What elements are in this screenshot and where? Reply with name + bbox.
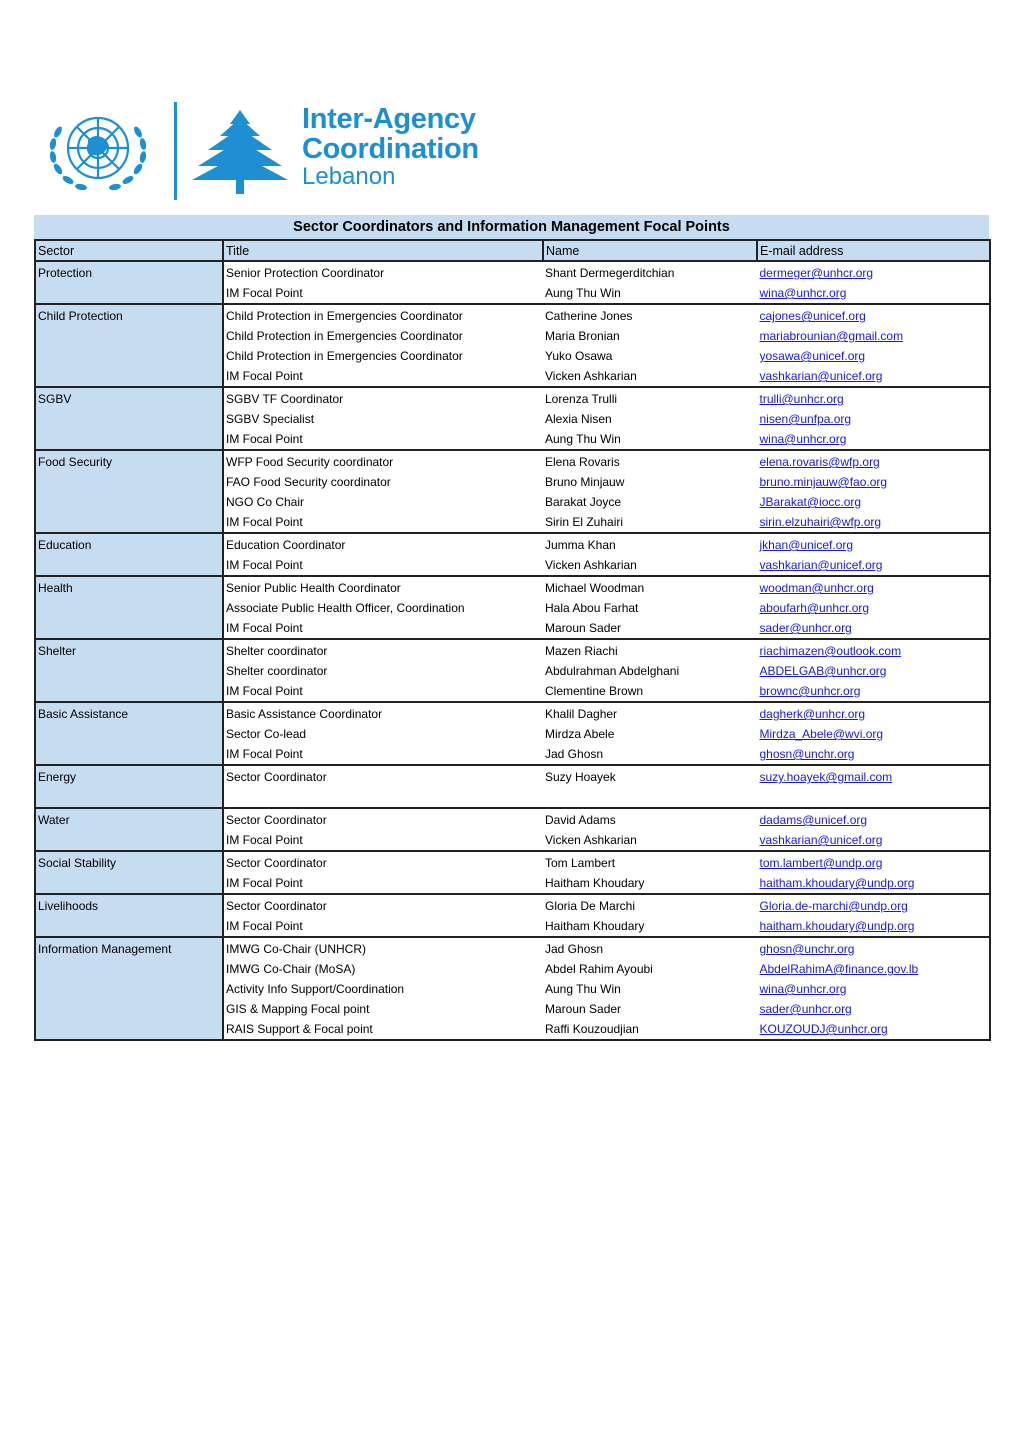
email-link[interactable]: brownc@unhcr.org xyxy=(757,681,990,702)
name-cell: Vicken Ashkarian xyxy=(543,366,757,387)
column-header-sector: Sector xyxy=(35,240,223,261)
table-row xyxy=(35,937,990,959)
email-link[interactable]: riachimazen@outlook.com xyxy=(757,639,990,661)
title-cell: Basic Assistance Coordinator xyxy=(226,707,383,721)
cedar-tree-icon xyxy=(190,108,290,194)
email-link[interactable]: cajones@unicef.org xyxy=(757,304,990,326)
column-header-email: E-mail address xyxy=(757,240,990,261)
name-cell: Aung Thu Win xyxy=(545,982,621,996)
title-cell: Senior Protection Coordinator xyxy=(226,266,385,280)
un-emblem-icon xyxy=(36,102,160,196)
name-cell: Jumma Khan xyxy=(545,538,616,552)
title-cell: Sector Coordinator xyxy=(226,770,327,784)
email-link[interactable]: Mirdza_Abele@wvi.org xyxy=(757,724,990,744)
name-cell: Haitham Khoudary xyxy=(543,916,757,937)
sector-cell: Basic Assistance xyxy=(35,702,223,765)
name-cell: Sirin El Zuhairi xyxy=(543,512,757,533)
name-cell: Clementine Brown xyxy=(543,681,757,702)
sector-cell: Food Security xyxy=(35,450,223,533)
sector-cell: Education xyxy=(35,533,223,576)
name-cell: Maroun Sader xyxy=(545,1002,622,1016)
title-cell: IM Focal Point xyxy=(223,830,543,851)
name-cell: Alexia Nisen xyxy=(545,412,612,426)
name-cell: Yuko Osawa xyxy=(545,349,613,363)
title-cell: IM Focal Point xyxy=(223,618,543,639)
email-link[interactable]: mariabrounian@gmail.com xyxy=(757,326,990,346)
name-cell: Aung Thu Win xyxy=(543,429,757,450)
email-link[interactable]: nisen@unfpa.org xyxy=(757,409,990,429)
name-cell: Catherine Jones xyxy=(545,309,633,323)
email-link[interactable]: jkhan@unicef.org xyxy=(757,533,990,555)
name-cell xyxy=(543,787,757,808)
name-cell: Vicken Ashkarian xyxy=(543,830,757,851)
title-cell: IM Focal Point xyxy=(223,366,543,387)
title-cell: Sector Co-lead xyxy=(226,727,307,741)
name-cell: Lorenza Trulli xyxy=(545,392,618,406)
name-cell: Michael Woodman xyxy=(545,581,645,595)
column-header-name: Name xyxy=(543,240,757,261)
name-cell: Tom Lambert xyxy=(545,856,616,870)
column-header-title: Title xyxy=(223,240,543,261)
org-name-line3: Lebanon xyxy=(302,163,396,190)
email-link[interactable]: yosawa@unicef.org xyxy=(757,346,990,366)
name-cell: Suzy Hoayek xyxy=(545,770,616,784)
table-row xyxy=(35,576,990,598)
table-row xyxy=(35,765,990,787)
title-cell: IMWG Co-Chair (MoSA) xyxy=(226,962,356,976)
page-header xyxy=(34,100,634,210)
table-header-row xyxy=(35,240,990,261)
name-cell: Jad Ghosn xyxy=(543,744,757,765)
name-cell: Barakat Joyce xyxy=(545,495,622,509)
title-cell: IM Focal Point xyxy=(223,744,543,765)
name-cell: Abdulrahman Abdelghani xyxy=(545,664,680,678)
org-name xyxy=(302,104,479,190)
email-link[interactable]: elena.rovaris@wfp.org xyxy=(757,450,990,472)
name-cell: Vicken Ashkarian xyxy=(543,555,757,576)
title-cell: Sector Coordinator xyxy=(226,899,327,913)
email-link[interactable]: dermeger@unhcr.org xyxy=(757,261,990,283)
name-cell: Elena Rovaris xyxy=(545,455,620,469)
contacts-table-section xyxy=(34,214,989,1041)
sector-cell: Child Protection xyxy=(35,304,223,387)
name-cell: Aung Thu Win xyxy=(543,283,757,304)
email-link[interactable]: trulli@unhcr.org xyxy=(757,387,990,409)
title-cell: Activity Info Support/Coordination xyxy=(226,982,405,996)
name-cell: Haitham Khoudary xyxy=(543,873,757,894)
title-cell: Senior Public Health Coordinator xyxy=(226,581,401,595)
email-link[interactable]: wina@unhcr.org xyxy=(757,283,990,304)
email-link[interactable]: KOUZOUDJ@unhcr.org xyxy=(757,1019,990,1040)
title-cell: Child Protection in Emergencies Coordinator xyxy=(226,349,463,363)
title-cell: Sector Coordinator xyxy=(226,813,327,827)
email-link[interactable]: woodman@unhcr.org xyxy=(757,576,990,598)
title-cell: Education Coordinator xyxy=(226,538,346,552)
name-cell: David Adams xyxy=(545,813,616,827)
sector-cell: SGBV xyxy=(35,387,223,450)
table-row xyxy=(35,808,990,830)
name-cell: Abdel Rahim Ayoubi xyxy=(545,962,653,976)
sector-cell: Shelter xyxy=(35,639,223,702)
title-cell: Sector Coordinator xyxy=(226,856,327,870)
email-link[interactable]: vashkarian@unicef.org xyxy=(757,830,990,851)
email-link[interactable]: vashkarian@unicef.org xyxy=(757,555,990,576)
table-row xyxy=(35,304,990,326)
name-cell: Mazen Riachi xyxy=(545,644,618,658)
title-cell: IM Focal Point xyxy=(223,873,543,894)
title-cell: SGBV Specialist xyxy=(226,412,315,426)
sector-cell: Social Stability xyxy=(35,851,223,894)
email-link[interactable]: ABDELGAB@unhcr.org xyxy=(757,661,990,681)
email-link[interactable]: haitham.khoudary@undp.org xyxy=(757,916,990,937)
title-cell xyxy=(223,787,543,808)
title-cell: Child Protection in Emergencies Coordinator xyxy=(226,309,463,323)
sector-cell: Protection xyxy=(35,261,223,304)
sector-cell: Livelihoods xyxy=(35,894,223,937)
email-link[interactable]: ghosn@unchr.org xyxy=(757,937,990,959)
table-row xyxy=(35,639,990,661)
title-cell: Associate Public Health Officer, Coordination xyxy=(226,601,465,615)
title-cell: IM Focal Point xyxy=(223,429,543,450)
table-row xyxy=(35,894,990,916)
title-cell: WFP Food Security coordinator xyxy=(226,455,394,469)
email-link[interactable]: JBarakat@iocc.org xyxy=(757,492,990,512)
table-row xyxy=(35,261,990,283)
email-link[interactable]: suzy.hoayek@gmail.com xyxy=(757,765,990,787)
org-name-line2: Coordination xyxy=(302,133,479,165)
email-link[interactable]: sader@unhcr.org xyxy=(757,618,990,639)
email-link[interactable]: wina@unhcr.org xyxy=(757,429,990,450)
table-row xyxy=(35,851,990,873)
title-cell: GIS & Mapping Focal point xyxy=(226,1002,370,1016)
email-link xyxy=(757,787,990,808)
title-cell: IMWG Co-Chair (UNHCR) xyxy=(226,942,366,956)
title-cell: SGBV TF Coordinator xyxy=(226,392,344,406)
name-cell: Shant Dermegerditchian xyxy=(545,266,675,280)
table-row xyxy=(35,387,990,409)
title-cell: NGO Co Chair xyxy=(226,495,305,509)
email-link[interactable]: sirin.elzuhairi@wfp.org xyxy=(757,512,990,533)
title-cell: RAIS Support & Focal point xyxy=(223,1019,543,1040)
email-link[interactable]: bruno.minjauw@fao.org xyxy=(757,472,990,492)
title-cell: FAO Food Security coordinator xyxy=(226,475,391,489)
title-cell: IM Focal Point xyxy=(223,512,543,533)
sector-cell: Energy xyxy=(35,765,223,808)
table-row xyxy=(35,450,990,472)
name-cell: Mirdza Abele xyxy=(545,727,615,741)
email-link[interactable]: wina@unhcr.org xyxy=(757,979,990,999)
name-cell: Jad Ghosn xyxy=(545,942,604,956)
title-cell: IM Focal Point xyxy=(223,916,543,937)
table-title: Sector Coordinators and Information Management Focal Points xyxy=(34,214,989,239)
name-cell: Hala Abou Farhat xyxy=(545,601,639,615)
sector-cell: Information Management xyxy=(35,937,223,1040)
name-cell: Raffi Kouzoudjian xyxy=(543,1019,757,1040)
name-cell: Khalil Dagher xyxy=(545,707,618,721)
sector-cell: Health xyxy=(35,576,223,639)
email-link[interactable]: dadams@unicef.org xyxy=(757,808,990,830)
email-link[interactable]: vashkarian@unicef.org xyxy=(757,366,990,387)
title-cell: Shelter coordinator xyxy=(226,644,328,658)
table-row xyxy=(35,533,990,555)
table-row xyxy=(35,702,990,724)
contacts-table xyxy=(34,239,991,1041)
email-link[interactable]: haitham.khoudary@undp.org xyxy=(757,873,990,894)
title-cell: IM Focal Point xyxy=(223,681,543,702)
email-link[interactable]: Gloria.de-marchi@undp.org xyxy=(757,894,990,916)
title-cell: Shelter coordinator xyxy=(226,664,328,678)
org-name-line1: Inter-Agency xyxy=(302,103,476,135)
sector-cell: Water xyxy=(35,808,223,851)
name-cell: Maroun Sader xyxy=(543,618,757,639)
title-cell: IM Focal Point xyxy=(223,283,543,304)
name-cell: Maria Bronian xyxy=(545,329,620,343)
table-body xyxy=(35,261,990,1040)
email-link[interactable]: ghosn@unchr.org xyxy=(757,744,990,765)
logo-divider xyxy=(174,102,177,200)
name-cell: Bruno Minjauw xyxy=(545,475,625,489)
email-link[interactable]: tom.lambert@undp.org xyxy=(757,851,990,873)
email-link[interactable]: sader@unhcr.org xyxy=(757,999,990,1019)
name-cell: Gloria De Marchi xyxy=(545,899,636,913)
title-cell: Child Protection in Emergencies Coordinator xyxy=(226,329,463,343)
title-cell: IM Focal Point xyxy=(223,555,543,576)
email-link[interactable]: AbdelRahimA@finance.gov.lb xyxy=(757,959,990,979)
email-link[interactable]: aboufarh@unhcr.org xyxy=(757,598,990,618)
email-link[interactable]: dagherk@unhcr.org xyxy=(757,702,990,724)
